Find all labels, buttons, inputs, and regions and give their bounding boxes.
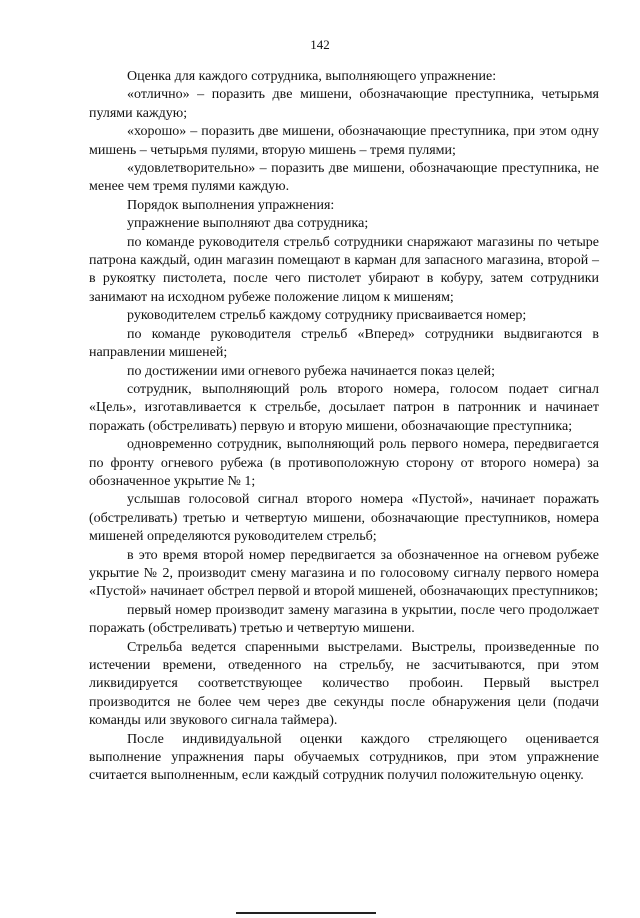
paragraph-procedure-item: одновременно сотрудник, выполняющий роль первого номера, передвигается по фронту огневого рубежа (в противоположную сторону от второго номера) за обозначенное укрытие № 1; (89, 437, 599, 489)
paragraph-pair-evaluation: После индивидуальной оценки каждого стреляющего оценивается выполнение упражнения пары обучаемых сотрудников, при этом упражнение считается выполненным, если каждый сотрудник получил положительную оценку. (89, 731, 599, 784)
paragraph-procedure-item: по команде руководителя стрельб сотрудники снаряжают магазины по четыре патрона каждый, один магазин помещают в карман для запасного магазина, второй – в рукоятку пистолета, после чего пистолет убирают в кобуру, затем сотрудники занимают на исходном рубеже положение лицом к мишеням; (89, 234, 599, 305)
paragraph-procedure-item: сотрудник, выполняющий роль второго номера, голосом подает сигнал «Цель», изготавливается к стрельбе, досылает патрон в патронник и начинает поражать (обстреливать) первую и вторую мишени, обозначающие преступника; (89, 381, 599, 434)
paragraph-procedure-item: по команде руководителя стрельб «Вперед» сотрудники выдвигаются в направлении мишеней; (89, 326, 599, 361)
paragraph-shooting-rules: Стрельба ведется спаренными выстрелами. Выстрелы, произведенные по истечении времени, отведенного на стрельбу, не засчитываются, при этом ликвидируется соответствующее количество пробоин. Первый выстрел производится не более чем через две секунды после обнаружения цели (подачи команды или звукового сигнала таймера). (89, 639, 599, 729)
paragraph-procedure-item: в это время второй номер передвигается за обозначенное на огневом рубеже укрытие № 2, производит смену магазина и по голосовому сигналу первого номера «Пустой» начинает обстрел первой и второй мишеней, обозначающих преступников; (89, 547, 599, 600)
paragraph-grading-intro: Оценка для каждого сотрудника, выполняющего упражнение: (127, 69, 497, 84)
paragraph-procedure-item: руководителем стрельб каждому сотруднику присваивается номер; (127, 308, 527, 324)
paragraph-grade-good: «хорошо» – поразить две мишени, обозначающие преступника, при этом одну мишень – четырьмя пулями, вторую мишень – тремя пулями; (89, 124, 599, 158)
page-number: 142 (310, 37, 330, 52)
paragraph-procedure-item: услышав голосовой сигнал второго номера «Пустой», начинает поражать (обстреливать) третью и четвертую мишени, обозначающие преступников, номера мишеней определяются руководителем стрельб; (89, 492, 599, 545)
paragraph-grade-excellent: «отлично» – поразить две мишени, обозначающие преступника, четырьмя пулями каждую; (89, 87, 599, 121)
paragraph-grade-satisfactory: «удовлетворительно» – поразить две мишени, обозначающие преступника, не менее чем тремя пулями каждую. (89, 161, 599, 195)
document-body (89, 68, 599, 786)
paragraph-procedure-item: по достижении ими огневого рубежа начинается показ целей; (127, 363, 495, 379)
scan-speck (236, 912, 376, 914)
paragraph-procedure-item: первый номер производит замену магазина в укрытии, после чего продолжает поражать (обстреливать) третью и четвертую мишени. (89, 602, 599, 637)
paragraph-procedure-heading: Порядок выполнения упражнения: (127, 197, 335, 213)
paragraph-procedure-item: упражнение выполняют два сотрудника; (127, 216, 369, 232)
